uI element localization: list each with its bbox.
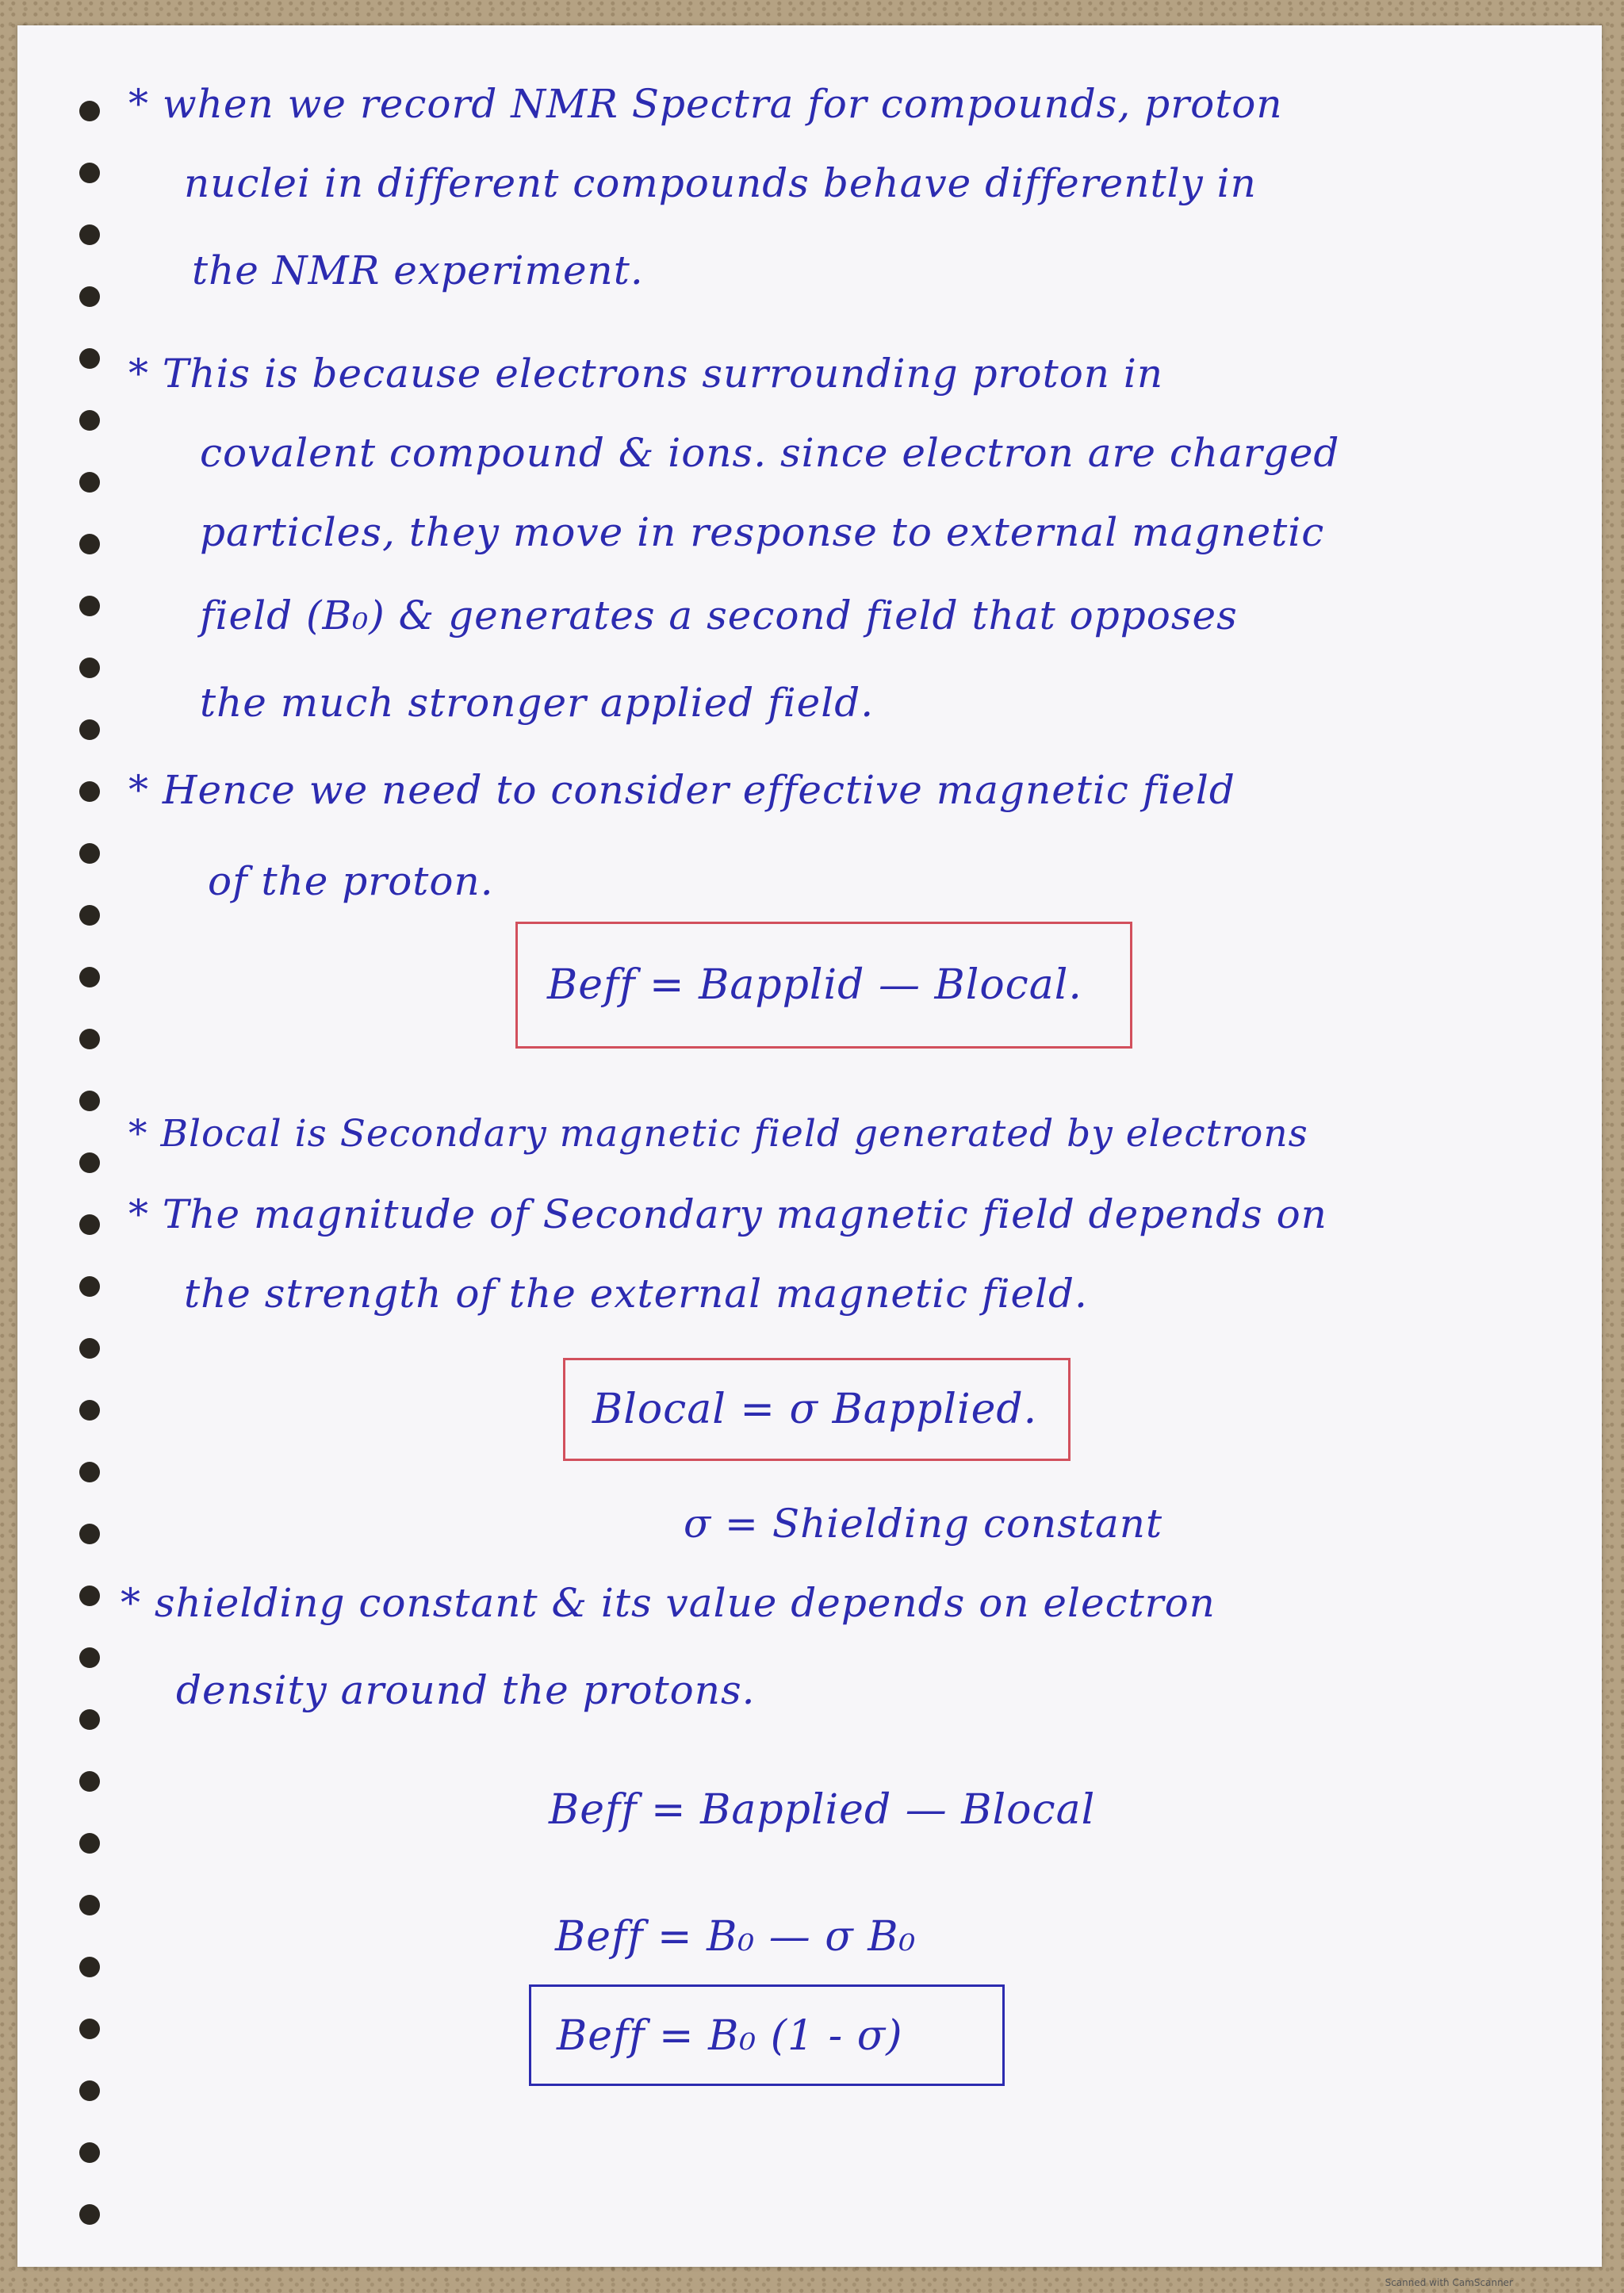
note-line-2: nuclei in different compounds behave differently in (184, 160, 1257, 206)
note-line-10: of the proton. (208, 858, 494, 904)
equation-3-rhs: Bapplied — Blocal (700, 1786, 1096, 1834)
binder-hole (79, 1771, 100, 1792)
note-line-15: * shielding constant & its value depends on electron (121, 1580, 1216, 1626)
note-line-16: density around the protons. (176, 1667, 756, 1713)
binder-hole (79, 472, 100, 493)
binder-hole (79, 1647, 100, 1668)
note-line-3: the NMR experiment. (192, 247, 644, 293)
binder-hole (79, 1214, 100, 1235)
note-line-6: particles, they move in response to external magnetic (200, 509, 1325, 555)
note-line-8: the much stronger applied field. (200, 680, 875, 726)
note-line-12: * The magnitude of Secondary magnetic field depends on (128, 1191, 1327, 1237)
binder-hole (79, 1400, 100, 1421)
equation-2: Blocal = σ Bapplied. (592, 1386, 1038, 1433)
binder-hole (79, 2142, 100, 2163)
equation-1-rhs: Bapplid — Blocal. (699, 961, 1082, 1009)
binder-hole (79, 1152, 100, 1173)
binder-hole (79, 1957, 100, 1977)
binder-hole (79, 410, 100, 431)
binder-hole (79, 1276, 100, 1297)
binder-hole (79, 1586, 100, 1606)
equation-2-lhs: Blocal (592, 1386, 726, 1433)
binder-hole (79, 2019, 100, 2039)
note-line-9: * Hence we need to consider effective magnetic field (128, 767, 1235, 813)
binder-hole (79, 1029, 100, 1049)
binder-hole (79, 719, 100, 740)
note-line-7: field (B₀) & generates a second field that opposes (200, 592, 1238, 638)
equation-1-lhs: Beff (547, 961, 636, 1009)
binder-hole (79, 2204, 100, 2225)
equation-1: Beff = Bapplid — Blocal. (547, 961, 1082, 1009)
notebook-page (17, 25, 1602, 2267)
equation-4-lhs: Beff (555, 1913, 644, 1961)
binder-hole (79, 1709, 100, 1730)
binder-hole (79, 1895, 100, 1915)
binder-hole (79, 224, 100, 245)
scanner-watermark: Scanned with CamScanner (1385, 2277, 1513, 2288)
binder-hole (79, 967, 100, 987)
note-line-11: * Blocal is Secondary magnetic field generated by electrons (128, 1112, 1308, 1156)
binder-hole (79, 843, 100, 864)
note-line-4: * This is because electrons surrounding proton in (128, 351, 1164, 397)
binder-hole (79, 1338, 100, 1359)
note-line-1: * when we record NMR Spectra for compounds, proton (128, 81, 1283, 127)
binder-hole (79, 1091, 100, 1111)
equation-5-lhs: Beff (557, 2012, 645, 2060)
binder-hole (79, 905, 100, 926)
equation-3: Beff = Bapplied — Blocal (549, 1786, 1096, 1834)
note-line-14: σ = Shielding constant (684, 1501, 1163, 1547)
binder-hole (79, 101, 100, 121)
equation-5-rhs: B₀ (1 - σ) (708, 2012, 903, 2060)
binder-hole (79, 781, 100, 802)
binder-hole (79, 1462, 100, 1482)
equation-4-rhs: B₀ — σ B₀ (707, 1913, 917, 1961)
binder-hole (79, 1833, 100, 1854)
equation-4: Beff = B₀ — σ B₀ (555, 1913, 917, 1961)
equation-3-lhs: Beff (549, 1786, 638, 1834)
binder-hole (79, 2080, 100, 2101)
note-line-5: covalent compound & ions. since electron are charged (200, 430, 1340, 476)
binder-hole (79, 348, 100, 369)
binder-hole (79, 1524, 100, 1544)
binder-hole (79, 286, 100, 307)
equation-5: Beff = B₀ (1 - σ) (557, 2012, 903, 2060)
binder-hole (79, 596, 100, 616)
note-line-13: the strength of the external magnetic field. (184, 1271, 1088, 1317)
binder-hole (79, 534, 100, 554)
equation-2-rhs: σ Bapplied. (789, 1386, 1038, 1433)
binder-hole (79, 163, 100, 183)
binder-hole (79, 658, 100, 678)
